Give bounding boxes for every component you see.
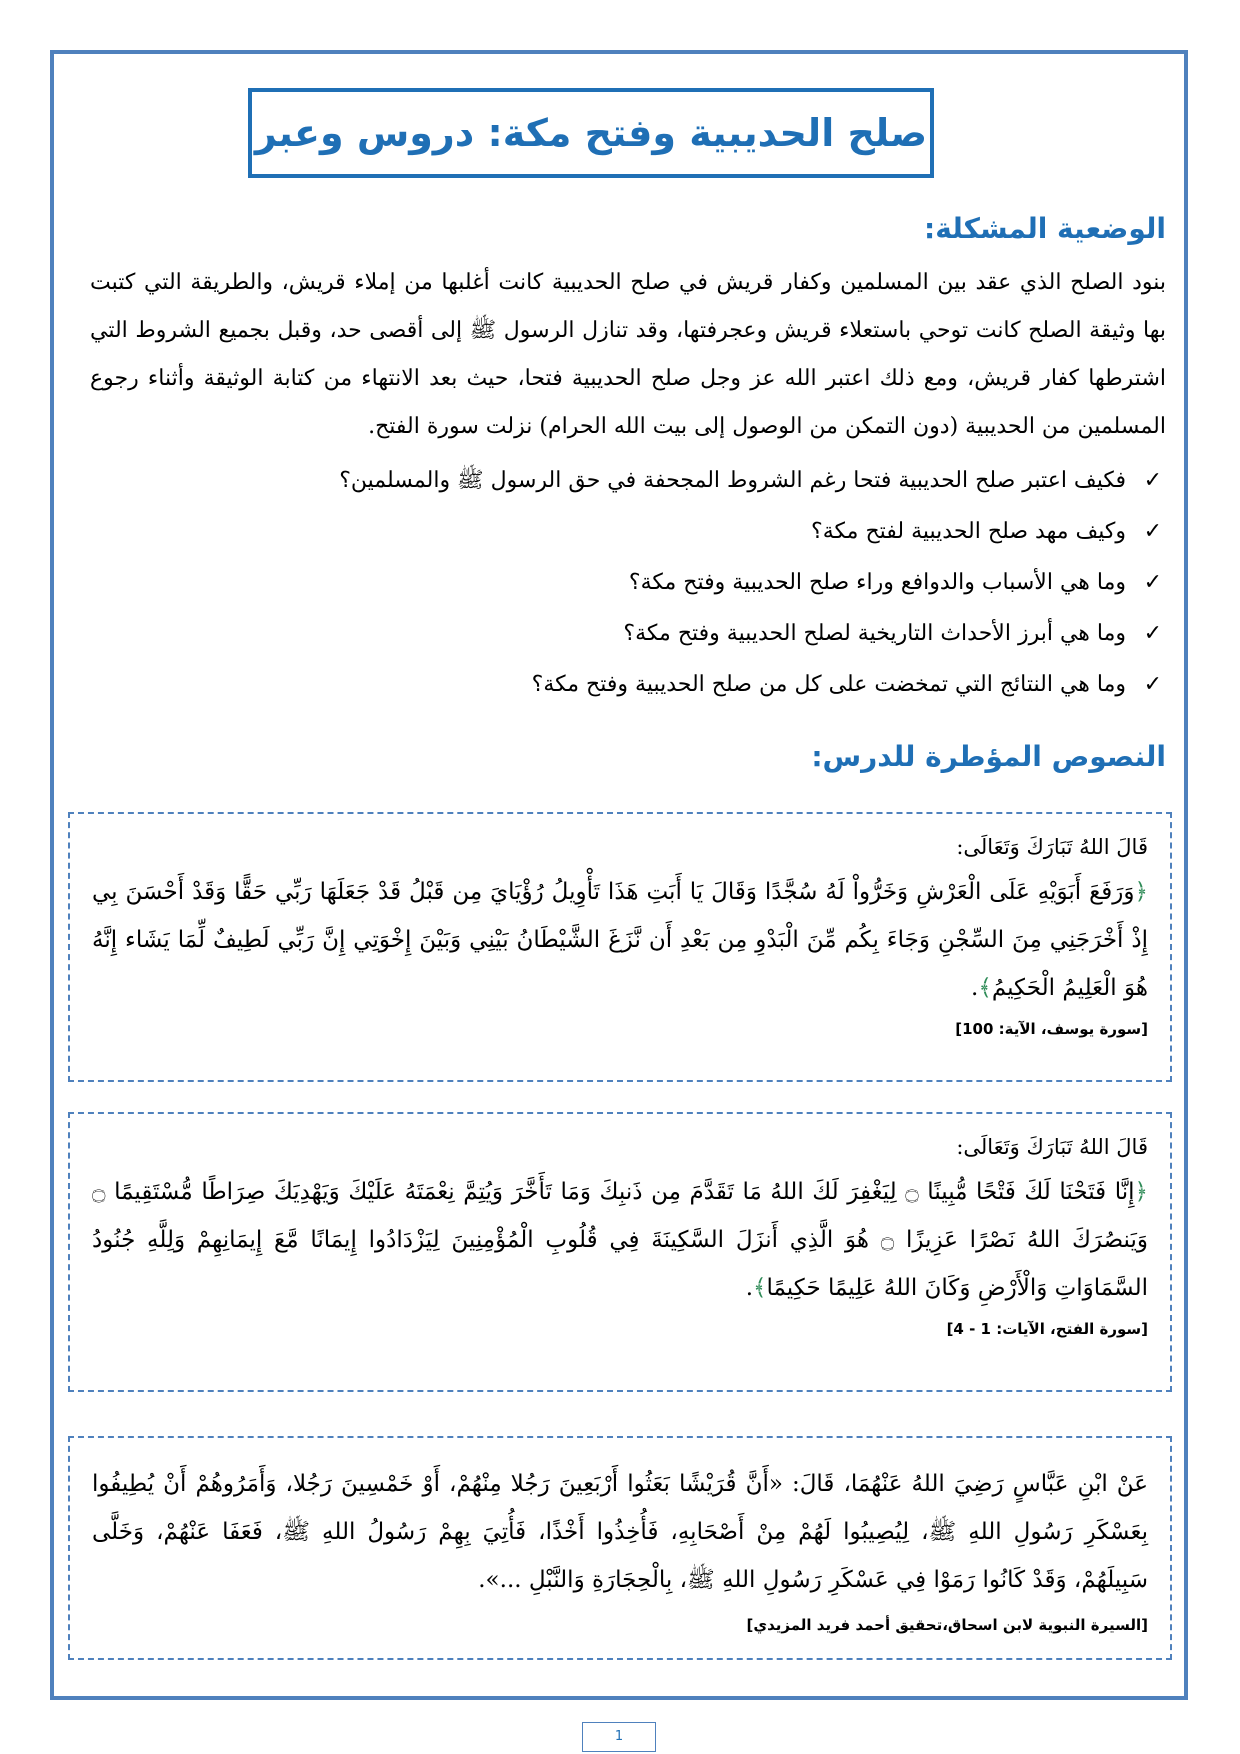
ornate-bracket-close: ﴾ xyxy=(753,1275,767,1301)
question-item: ✓ وكيف مهد صلح الحديبية لفتح مكة؟ xyxy=(90,506,1166,557)
title-box xyxy=(248,88,934,178)
check-icon: ✓ xyxy=(1143,570,1162,595)
question-item: ✓ وما هي الأسباب والدوافع وراء صلح الحديبية وفتح مكة؟ xyxy=(90,557,1166,608)
source-citation: [السيرة النبوية لابن اسحاق،تحقيق أحمد فريد المزيدي] xyxy=(746,1616,1148,1634)
text-box-yusuf xyxy=(68,812,1172,1082)
page-number: 1 xyxy=(582,1722,656,1752)
question-item: ✓ وما هي أبرز الأحداث التاريخية لصلح الحديبية وفتح مكة؟ xyxy=(90,608,1166,659)
question-item: ✓ وما هي النتائج التي تمخضت على كل من صلح الحديبية وفتح مكة؟ xyxy=(90,659,1166,710)
text-intro: قَالَ اللهُ تَبَارَكَ وَتَعَالَى: xyxy=(956,835,1148,859)
ornate-bracket-close: ﴾ xyxy=(978,975,992,1001)
texts-heading: النصوص المؤطرة للدرس: xyxy=(811,740,1166,773)
ornate-bracket-open: ﴿ xyxy=(1134,879,1148,905)
problem-section xyxy=(90,212,1166,710)
check-icon: ✓ xyxy=(1143,519,1162,544)
problem-paragraph: بنود الصلح الذي عقد بين المسلمين وكفار قريش في صلح الحديبية كانت أغلبها من إملاء قريش، والطريقة التي كتبت بها وثيقة الصلح كانت توحي باستعلاء قريش وعجرفتها، وقد تنازل الرسول ﷺ إلى أقصى حد، وقبل بجميع الشروط التي اشترطها كفار قريش، ومع ذلك اعتبر الله عز وجل صلح الحديبية فتحا، حيث بعد الانتهاء من كتابة الوثيقة وأثناء رجوع المسلمين من الحديبية (دون التمكن من الوصول إلى بيت الله الحرام) نزلت سورة الفتح. xyxy=(90,270,1166,439)
problem-heading: الوضعية المشكلة: xyxy=(924,212,1166,245)
page-title: صلح الحديبية وفتح مكة: دروس وعبر xyxy=(254,111,928,155)
quran-verse: ﴿وَرَفَعَ أَبَوَيْهِ عَلَى الْعَرْشِ وَخَرُّواْ لَهُ سُجَّدًا وَقَالَ يَا أَبَتِ هَذَا تَأْوِيلُ رُؤْيَايَ مِن قَبْلُ قَدْ جَعَلَهَا رَبِّي حَقًّا وَقَدْ أَحْسَنَ بِي إِذْ أَخْرَجَنِي مِنَ السِّجْنِ وَجَاءَ بِكُم مِّنَ الْبَدْوِ مِن بَعْدِ أَن نَّزَغَ الشَّيْطَانُ بَيْنِي وَبَيْنَ إِخْوَتِي إِنَّ رَبِّي لَطِيفٌ لِّمَا يَشَاء إِنَّهُ هُوَ الْعَلِيمُ الْحَكِيمُ﴾. xyxy=(92,879,1148,1001)
question-item: ✓ فكيف اعتبر صلح الحديبية فتحا رغم الشروط المجحفة في حق الرسول ﷺ والمسلمين؟ xyxy=(90,455,1166,506)
source-citation: [سورة الفتح، الآيات: 1 - 4] xyxy=(946,1320,1148,1338)
text-intro: قَالَ اللهُ تَبَارَكَ وَتَعَالَى: xyxy=(956,1135,1148,1159)
check-icon: ✓ xyxy=(1143,468,1162,493)
check-icon: ✓ xyxy=(1143,621,1162,646)
source-citation: [سورة يوسف، الآية: 100] xyxy=(955,1020,1148,1038)
ornate-bracket-open: ﴿ xyxy=(1134,1179,1148,1205)
quran-verse: ﴿إِنَّا فَتَحْنَا لَكَ فَتْحًا مُّبِينًا ۝ لِيَغْفِرَ لَكَ اللهُ مَا تَقَدَّمَ مِن ذَنبِكَ وَمَا تَأَخَّرَ وَيُتِمَّ نِعْمَتَهُ عَلَيْكَ وَيَهْدِيَكَ صِرَاطًا مُّسْتَقِيمًا ۝ وَيَنصُرَكَ اللهُ نَصْرًا عَزِيزًا ۝ هُوَ الَّذِي أَنزَلَ السَّكِينَةَ فِي قُلُوبِ الْمُؤْمِنِينَ لِيَزْدَادُوا إِيمَانًا مَّعَ إِيمَانِهِمْ وَلِلَّهِ جُنُودُ السَّمَاوَاتِ وَالْأَرْضِ وَكَانَ اللهُ عَلِيمًا حَكِيمًا﴾. xyxy=(92,1179,1149,1301)
text-box-fath xyxy=(68,1112,1172,1392)
questions-list xyxy=(90,455,1166,710)
check-icon: ✓ xyxy=(1143,672,1162,697)
texts-section xyxy=(90,740,1166,773)
text-box-hadith xyxy=(68,1436,1172,1660)
hadith-text: عَنْ ابْنِ عَبَّاسٍ رَضِيَ اللهُ عَنْهُمَا، قَالَ: «أَنَّ قُرَيْشًا بَعَثُوا أَرْبَعِينَ رَجُلا مِنْهُمْ، أَوْ خَمْسِينَ رَجُلا، وَأَمَرُوهُمْ أَنْ يُطِيفُوا بِعَسْكَرِ رَسُولِ اللهِ ﷺ، لِيُصِيبُوا لَهُمْ مِنْ أَصْحَابِهِ، فَأُخِذُوا أَخْذًا، فَأُتِيَ بِهِمْ رَسُولُ اللهِ ﷺ، فَعَفَا عَنْهُمْ، وَخَلَّى سَبِيلَهُمْ، وَقَدْ كَانُوا رَمَوْا فِي عَسْكَرِ رَسُولِ اللهِ ﷺ، بِالْحِجَارَةِ وَالنَّبْلِ ...». xyxy=(92,1471,1148,1593)
